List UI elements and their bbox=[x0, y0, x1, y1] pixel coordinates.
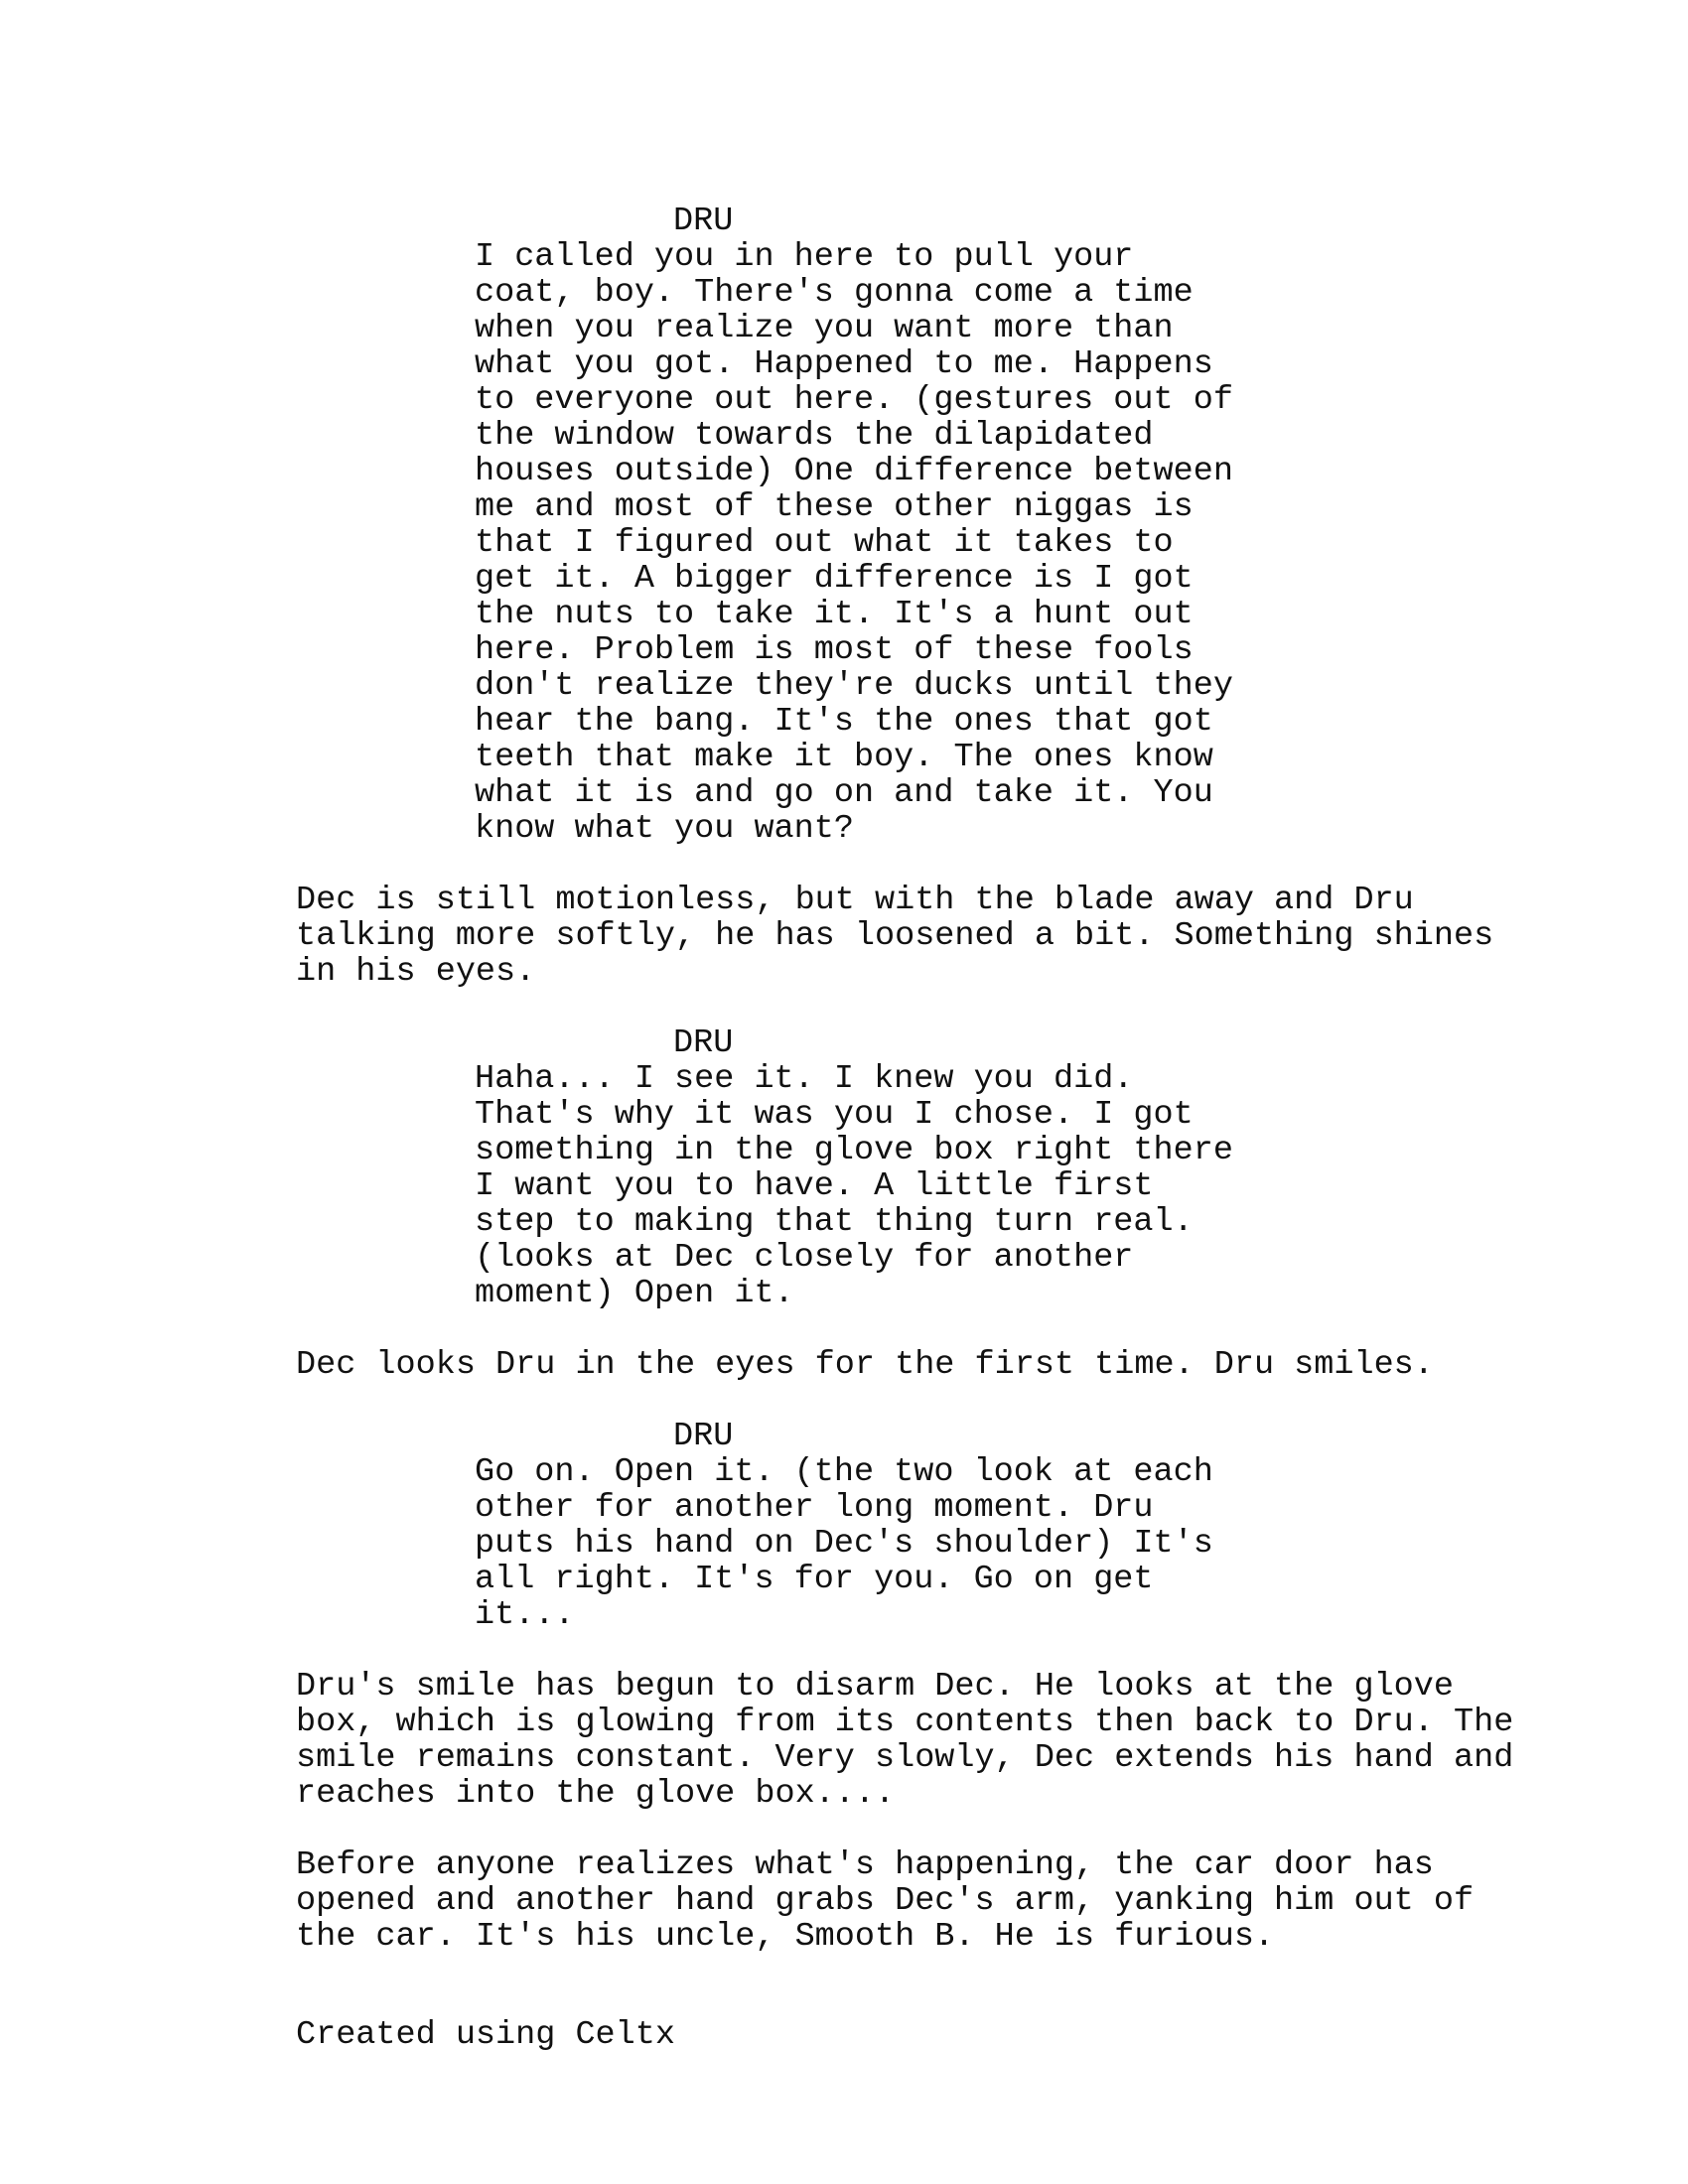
dialogue-line: here. Problem is most of these fools bbox=[475, 631, 1194, 669]
dialogue-line: something in the glove box right there bbox=[475, 1132, 1233, 1169]
dialogue-line: what you got. Happened to me. Happens bbox=[475, 345, 1213, 383]
dialogue-line: Haha... I see it. I knew you did. bbox=[475, 1060, 1134, 1098]
action-line: box, which is glowing from its contents then back to Dru. The bbox=[296, 1704, 1514, 1741]
dialogue-line: coat, boy. There's gonna come a time bbox=[475, 274, 1194, 312]
action-line: the car. It's his uncle, Smooth B. He is furious. bbox=[296, 1918, 1275, 1956]
dialogue-line: step to making that thing turn real. bbox=[475, 1203, 1194, 1241]
dialogue-line: I called you in here to pull your bbox=[475, 238, 1134, 276]
dialogue-line: know what you want? bbox=[475, 810, 854, 848]
character-cue: DRU bbox=[673, 1418, 734, 1455]
character-cue: DRU bbox=[673, 203, 734, 240]
dialogue-line: Go on. Open it. (the two look at each bbox=[475, 1453, 1213, 1491]
dialogue-line: all right. It's for you. Go on get bbox=[475, 1561, 1154, 1598]
dialogue-line: hear the bang. It's the ones that got bbox=[475, 703, 1213, 741]
action-line: smile remains constant. Very slowly, Dec extends his hand and bbox=[296, 1739, 1514, 1777]
dialogue-line: what it is and go on and take it. You bbox=[475, 774, 1213, 812]
action-line: reaches into the glove box.... bbox=[296, 1775, 896, 1813]
action-line: Dru's smile has begun to disarm Dec. He looks at the glove bbox=[296, 1668, 1454, 1706]
dialogue-line: (looks at Dec closely for another bbox=[475, 1239, 1134, 1277]
action-block bbox=[296, 1847, 1474, 1955]
dialogue-line: puts his hand on Dec's shoulder) It's bbox=[475, 1525, 1213, 1563]
action-line: Dec is still motionless, but with the blade away and Dru bbox=[296, 882, 1414, 919]
dialogue-block bbox=[475, 239, 1233, 847]
dialogue-line: when you realize you want more than bbox=[475, 310, 1174, 347]
character-cue: DRU bbox=[673, 1024, 734, 1062]
action-line: in his eyes. bbox=[296, 953, 536, 991]
action-line: opened and another hand grabs Dec's arm, yanking him out of bbox=[296, 1882, 1475, 1920]
footer-credit: Created using Celtx bbox=[296, 2016, 675, 2054]
dialogue-line: that I figured out what it takes to bbox=[475, 524, 1174, 562]
dialogue-line: the nuts to take it. It's a hunt out bbox=[475, 596, 1194, 633]
action-line: Before anyone realizes what's happening, the car door has bbox=[296, 1846, 1434, 1884]
dialogue-line: get it. A bigger difference is I got bbox=[475, 560, 1194, 598]
action-line: Dec looks Dru in the eyes for the first time. Dru smiles. bbox=[296, 1346, 1434, 1384]
dialogue-line: it... bbox=[475, 1596, 575, 1634]
action-line: talking more softly, he has loosened a bit. Something shines bbox=[296, 917, 1494, 955]
action-block bbox=[296, 883, 1493, 990]
dialogue-line: other for another long moment. Dru bbox=[475, 1489, 1154, 1527]
dialogue-line: moment) Open it. bbox=[475, 1275, 794, 1312]
action-block bbox=[296, 1347, 1434, 1383]
dialogue-line: I want you to have. A little first bbox=[475, 1167, 1154, 1205]
action-block bbox=[296, 1669, 1513, 1812]
dialogue-line: teeth that make it boy. The ones know bbox=[475, 739, 1213, 776]
dialogue-line: the window towards the dilapidated bbox=[475, 417, 1154, 455]
dialogue-line: houses outside) One difference between bbox=[475, 453, 1233, 490]
dialogue-block bbox=[475, 1454, 1213, 1633]
dialogue-line: don't realize they're ducks until they bbox=[475, 667, 1233, 705]
dialogue-line: me and most of these other niggas is bbox=[475, 488, 1194, 526]
dialogue-block bbox=[475, 1061, 1233, 1311]
dialogue-line: to everyone out here. (gestures out of bbox=[475, 381, 1233, 419]
dialogue-line: That's why it was you I chose. I got bbox=[475, 1096, 1194, 1134]
